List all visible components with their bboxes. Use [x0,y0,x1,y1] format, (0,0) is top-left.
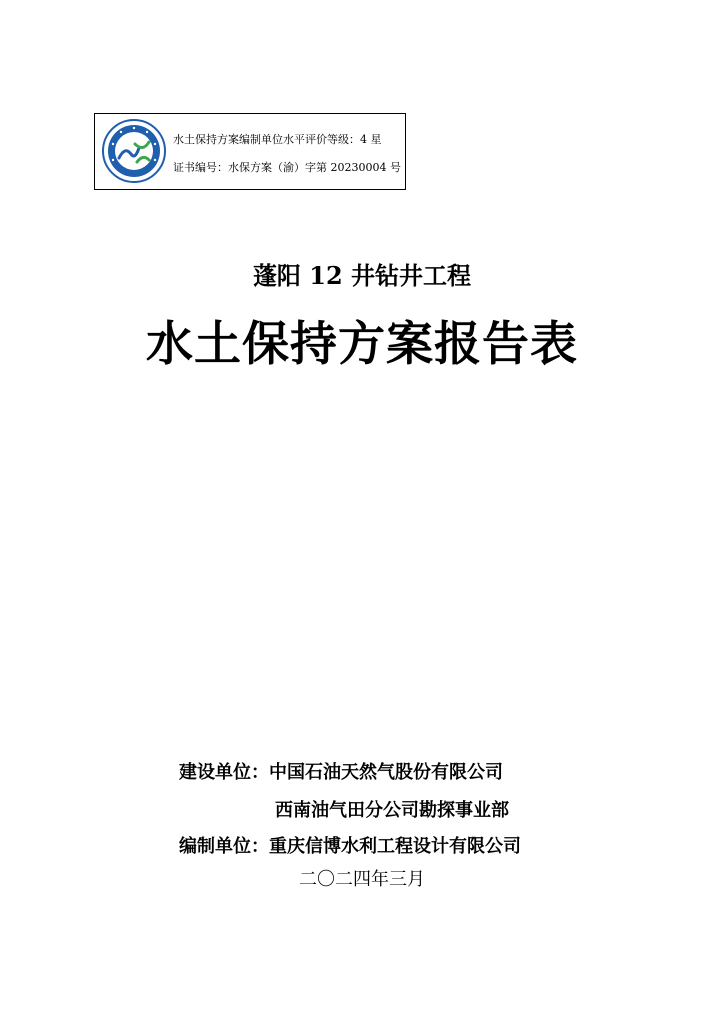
compiler-label: 编制单位： [179,836,269,857]
report-date: 二〇二四年三月 [299,869,425,890]
report-title: 水土保持方案报告表 [146,317,578,372]
cert-number-line: 证书编号：水保方案（渝）字第 20230004 号 [173,161,401,174]
certification-box [94,113,406,190]
builder-label: 建设单位： [179,762,269,783]
compiler-line [179,832,521,858]
builder-line [179,758,503,784]
compiler-name: 重庆信博水利工程设计有限公司 [269,836,521,857]
project-title: 蓬阳 12 井钻井工程 [252,261,472,290]
builder-name-2: 西南油气田分公司勘探事业部 [275,800,509,821]
water-conservation-seal-icon [101,118,167,184]
builder-name-1: 中国石油天然气股份有限公司 [269,762,503,783]
rating-line: 水土保持方案编制单位水平评价等级：4 星 [173,133,382,146]
